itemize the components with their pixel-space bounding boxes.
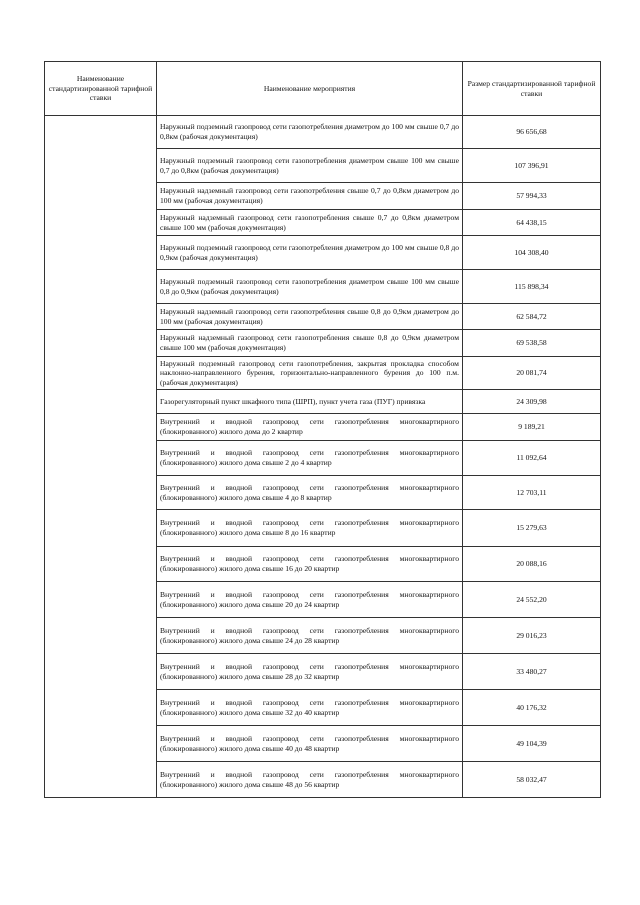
activity-name-cell: Внутренний и вводной газопровод сети газопотребления многоквартирного (блокированного) жилого дома свыше 32 до 40 квартир — [157, 690, 463, 726]
tariff-value-cell: 20 081,74 — [463, 357, 601, 390]
tariff-value-cell: 29 016,23 — [463, 618, 601, 654]
tariff-value-cell: 69 538,58 — [463, 330, 601, 357]
activity-name-cell: Наружный надземный газопровод сети газопотребления свыше 0,8 до 0,9км диаметром свыше 100 мм (рабочая документация) — [157, 330, 463, 357]
tariff-value-cell: 15 279,63 — [463, 510, 601, 547]
header-tariff-name: Наименование стандартизированной тарифной ставки — [45, 62, 157, 116]
tariff-value-cell: 57 994,33 — [463, 183, 601, 210]
table-row — [45, 116, 601, 149]
tariff-value-cell: 64 438,15 — [463, 210, 601, 236]
activity-name-cell: Внутренний и вводной газопровод сети газопотребления многоквартирного (блокированного) жилого дома свыше 8 до 16 квартир — [157, 510, 463, 547]
tariff-value-cell: 33 480,27 — [463, 654, 601, 690]
activity-name-cell: Наружный надземный газопровод сети газопотребления свыше 0,7 до 0,8км диаметром до 100 мм (рабочая документация) — [157, 183, 463, 210]
tariff-value-cell: 58 032,47 — [463, 762, 601, 798]
tariff-category-cell — [45, 116, 157, 798]
table-header-row — [45, 62, 601, 116]
tariff-value-cell: 24 309,98 — [463, 390, 601, 414]
tariff-value-cell: 24 552,20 — [463, 582, 601, 618]
tariff-table — [44, 61, 601, 798]
header-tariff-size: Размер стандартизированной тарифной ставки — [463, 62, 601, 116]
activity-name-cell: Наружный надземный газопровод сети газопотребления свыше 0,8 до 0,9км диаметром до 100 мм (рабочая документация) — [157, 304, 463, 330]
tariff-value-cell: 20 088,16 — [463, 547, 601, 582]
activity-name-cell: Внутренний и вводной газопровод сети газопотребления многоквартирного (блокированного) жилого дома свыше 48 до 56 квартир — [157, 762, 463, 798]
tariff-value-cell: 11 092,64 — [463, 441, 601, 476]
activity-name-cell: Внутренний и вводной газопровод сети газопотребления многоквартирного (блокированного) жилого дома свыше 24 до 28 квартир — [157, 618, 463, 654]
activity-name-cell: Внутренний и вводной газопровод сети газопотребления многоквартирного (блокированного) жилого дома свыше 28 до 32 квартир — [157, 654, 463, 690]
activity-name-cell: Наружный надземный газопровод сети газопотребления свыше 0,7 до 0,8км диаметром свыше 100 мм (рабочая документация) — [157, 210, 463, 236]
activity-name-cell: Внутренний и вводной газопровод сети газопотребления многоквартирного (блокированного) жилого дома свыше 20 до 24 квартир — [157, 582, 463, 618]
tariff-value-cell: 12 703,11 — [463, 476, 601, 510]
tariff-value-cell: 62 584,72 — [463, 304, 601, 330]
activity-name-cell: Наружный подземный газопровод сети газопотребления диаметром свыше 100 мм свыше 0,8 до 0,9км (рабочая документация) — [157, 270, 463, 304]
activity-name-cell: Наружный подземный газопровод сети газопотребления диаметром до 100 мм свыше 0,7 до 0,8км (рабочая документация) — [157, 116, 463, 149]
activity-name-cell: Внутренний и вводной газопровод сети газопотребления многоквартирного (блокированного) жилого дома до 2 квартир — [157, 414, 463, 441]
header-activity-name: Наименование мероприятия — [157, 62, 463, 116]
tariff-value-cell: 96 656,68 — [463, 116, 601, 149]
tariff-value-cell: 104 308,40 — [463, 236, 601, 270]
tariff-value-cell: 9 189,21 — [463, 414, 601, 441]
table-body — [45, 116, 601, 798]
activity-name-cell: Внутренний и вводной газопровод сети газопотребления многоквартирного (блокированного) жилого дома свыше 40 до 48 квартир — [157, 726, 463, 762]
activity-name-cell: Внутренний и вводной газопровод сети газопотребления многоквартирного (блокированного) жилого дома свыше 4 до 8 квартир — [157, 476, 463, 510]
activity-name-cell: Газорегуляторный пункт шкафного типа (ШРП), пункт учета газа (ПУГ) привязка — [157, 390, 463, 414]
activity-name-cell: Наружный подземный газопровод сети газопотребления, закрытая прокладка способом наклонно-направленного бурения, горизонтально-направленного бурения до 100 п.м. (рабочая документация) — [157, 357, 463, 390]
tariff-value-cell: 107 396,91 — [463, 149, 601, 183]
activity-name-cell: Внутренний и вводной газопровод сети газопотребления многоквартирного (блокированного) жилого дома свыше 2 до 4 квартир — [157, 441, 463, 476]
activity-name-cell: Наружный подземный газопровод сети газопотребления диаметром до 100 мм свыше 0,8 до 0,9км (рабочая документация) — [157, 236, 463, 270]
tariff-value-cell: 49 104,39 — [463, 726, 601, 762]
tariff-value-cell: 40 176,32 — [463, 690, 601, 726]
tariff-value-cell: 115 898,34 — [463, 270, 601, 304]
activity-name-cell: Внутренний и вводной газопровод сети газопотребления многоквартирного (блокированного) жилого дома свыше 16 до 20 квартир — [157, 547, 463, 582]
activity-name-cell: Наружный подземный газопровод сети газопотребления диаметром свыше 100 мм свыше 0,7 до 0,8км (рабочая документация) — [157, 149, 463, 183]
